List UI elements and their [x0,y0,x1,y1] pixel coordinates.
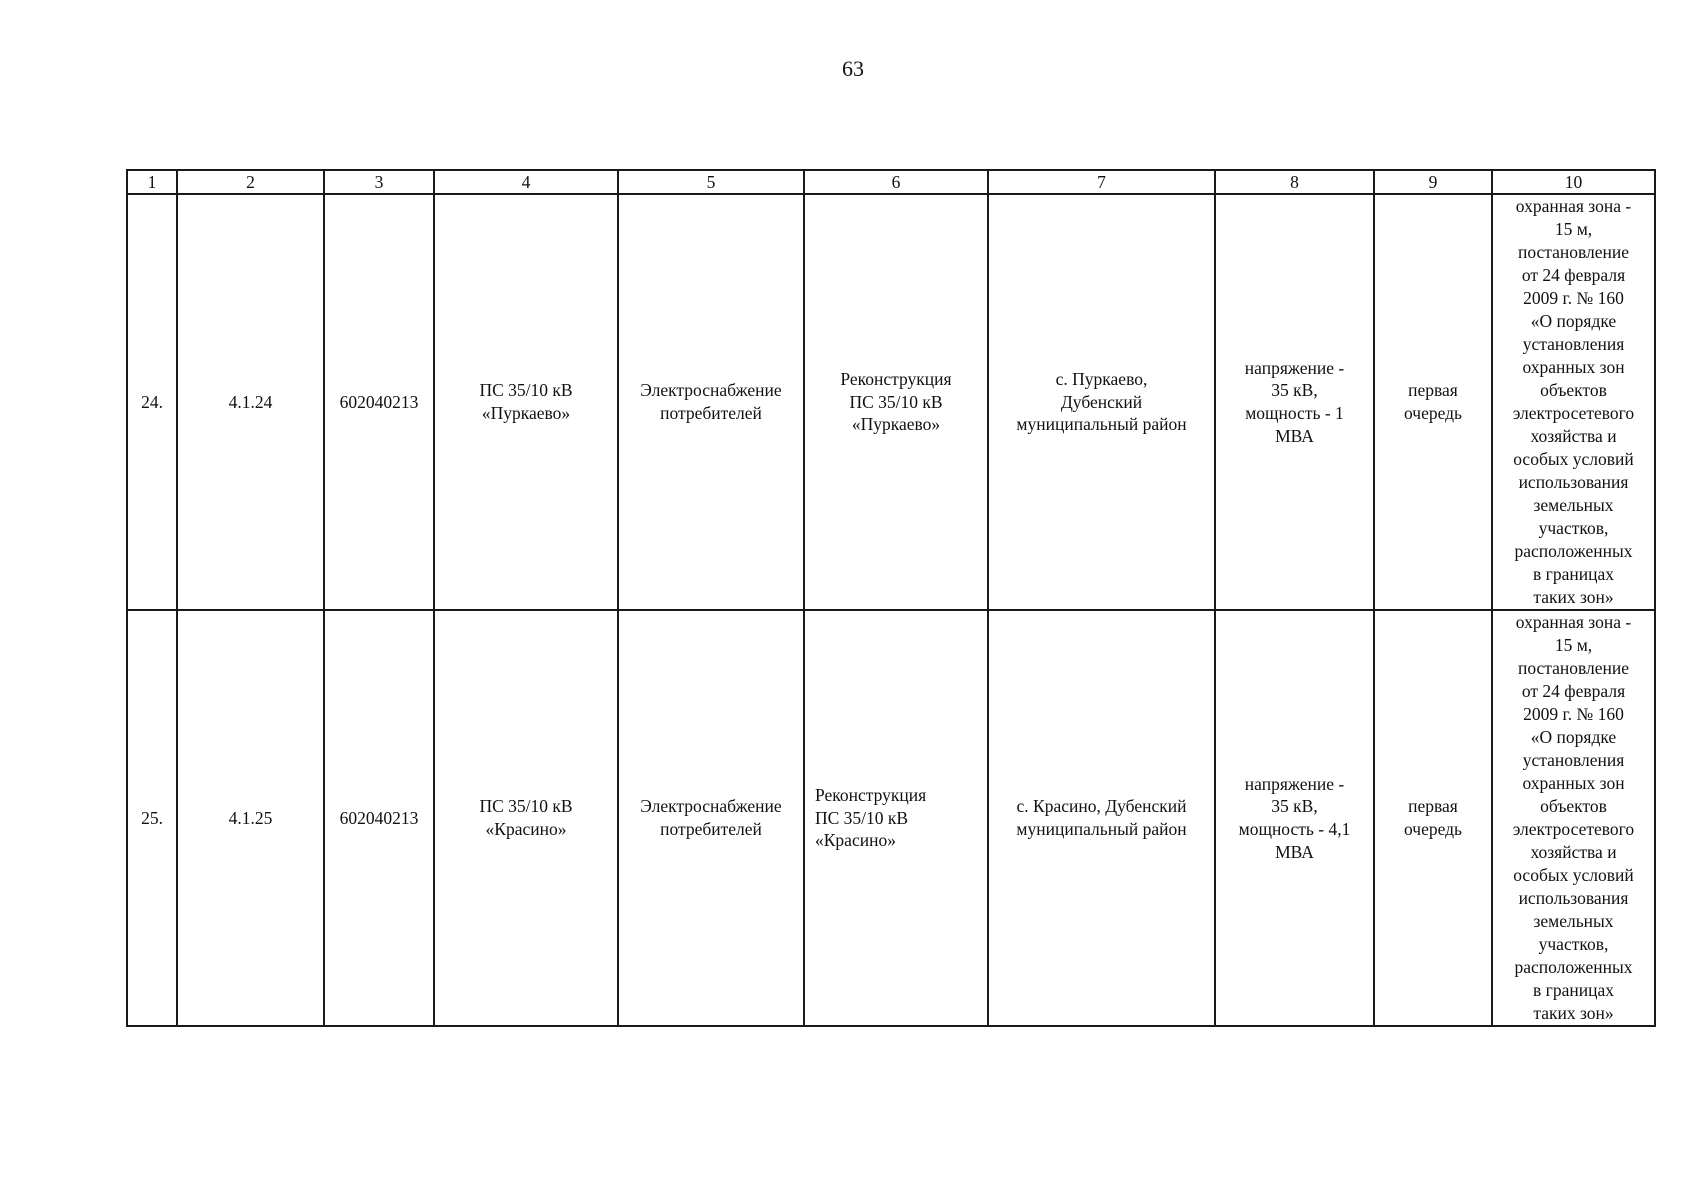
object-location-line: Дубенский [1060,391,1143,412]
protection-zone-line: земельных [1533,495,1614,515]
object-location-line: муниципальный район [1016,414,1187,435]
page-number: 63 [842,56,864,81]
protection-zone-line: установления [1522,334,1625,354]
protection-zone-line: расположенных [1514,957,1633,977]
protection-zone-line: установления [1522,750,1625,770]
column-number: 7 [988,170,1215,194]
column-number: 5 [618,170,804,194]
protection-zone-line: 15 м, [1554,635,1593,655]
protection-zone-line: таких зон» [1533,587,1614,607]
work-description-line: ПС 35/10 кВ [815,807,909,828]
protection-zone-line: охранных зон [1522,773,1625,793]
object-location-line: с. Красино, Дубенский [1016,796,1187,817]
protection-zone-line: объектов [1540,380,1607,400]
priority-line: очередь [1403,819,1463,839]
object-parameters-line: напряжение - [1244,357,1345,378]
protection-zone-line: охранная зона - [1515,196,1632,216]
protection-zone-line: охранных зон [1522,357,1625,377]
column-number: 10 [1492,170,1655,194]
object-purpose-line: Электроснабжение [640,380,782,401]
protection-zone-line: в границах [1533,980,1614,1000]
protection-zone-line: использования [1518,888,1629,908]
object-parameters-line: напряжение - [1244,773,1345,794]
protection-zone-line: 2009 г. № 160 [1523,704,1624,724]
column-number: 6 [804,170,988,194]
object-parameters-line: мощность - 4,1 [1238,819,1351,839]
column-number: 1 [127,170,177,194]
row-number: 24. [127,194,177,610]
work-description-line: «Красино» [815,830,896,851]
work-description-line: ПС 35/10 кВ [849,391,943,412]
object-name-line: «Пуркаево» [481,403,571,423]
table-row [127,194,1655,610]
protection-zone [1492,194,1655,610]
object-parameters-line: МВА [1275,425,1314,446]
protection-zone-line: электросетевого [1512,819,1635,839]
object-name [434,194,618,610]
object-location-line: с. Пуркаево, [1055,368,1148,389]
protection-zone-line: особых условий [1513,449,1634,469]
object-name-line: «Красино» [485,819,567,839]
protection-zone-line: особых условий [1513,865,1634,885]
object-purpose-line: потребителей [660,403,762,423]
work-description-line: «Пуркаево» [851,414,941,435]
column-number-row [127,170,1655,194]
protection-zone-line: охранная зона - [1515,612,1632,632]
protection-zone-line: хозяйства и [1530,426,1617,446]
object-location-line: муниципальный район [1016,819,1187,839]
priority [1374,610,1492,1026]
work-description-line: Реконструкция [815,784,927,805]
object-id: 602040213 [324,610,434,1026]
object-name-line: ПС 35/10 кВ [479,796,573,817]
object-code: 4.1.24 [177,194,324,610]
object-purpose [618,610,804,1026]
object-purpose [618,194,804,610]
work-description [804,194,988,610]
object-purpose-line: потребителей [660,819,762,839]
protection-zone-line: хозяйства и [1530,842,1617,862]
protection-zone-line: постановление [1517,658,1630,678]
protection-zone-line: от 24 февраля [1521,265,1626,285]
protection-zone-line: 2009 г. № 160 [1523,288,1624,308]
object-location [988,194,1215,610]
column-number: 3 [324,170,434,194]
column-number: 8 [1215,170,1374,194]
protection-zone-line: в границах [1533,564,1614,584]
object-parameters-line: 35 кВ, [1271,796,1318,817]
work-description-line: Реконструкция [840,368,952,389]
protection-zone-line: участков, [1538,518,1609,538]
object-parameters [1215,194,1374,610]
object-parameters-line: МВА [1275,841,1314,862]
protection-zone-line: от 24 февраля [1521,681,1626,701]
object-id: 602040213 [324,194,434,610]
protection-zone-line: постановление [1517,242,1630,262]
objects-table [126,169,1656,1027]
protection-zone-line: «О порядке [1530,311,1617,331]
protection-zone-line: участков, [1538,934,1609,954]
object-purpose-line: Электроснабжение [640,796,782,817]
column-number: 2 [177,170,324,194]
object-parameters [1215,610,1374,1026]
protection-zone-line: использования [1518,472,1629,492]
protection-zone-line: 15 м, [1554,219,1593,239]
object-name-line: ПС 35/10 кВ [479,380,573,401]
object-parameters-line: мощность - 1 [1245,403,1344,423]
priority-line: первая [1408,796,1458,817]
object-name [434,610,618,1026]
protection-zone-line: объектов [1540,796,1607,816]
protection-zone-line: земельных [1533,911,1614,931]
protection-zone-line: электросетевого [1512,403,1635,423]
column-number: 9 [1374,170,1492,194]
protection-zone [1492,610,1655,1026]
work-description [804,610,988,1026]
object-location [988,610,1215,1026]
protection-zone-line: таких зон» [1533,1003,1614,1023]
table-row [127,610,1655,1026]
priority [1374,194,1492,610]
object-parameters-line: 35 кВ, [1271,380,1318,401]
protection-zone-line: «О порядке [1530,727,1617,747]
object-code: 4.1.25 [177,610,324,1026]
row-number: 25. [127,610,177,1026]
column-number: 4 [434,170,618,194]
priority-line: очередь [1403,403,1463,423]
protection-zone-line: расположенных [1514,541,1633,561]
priority-line: первая [1408,380,1458,401]
